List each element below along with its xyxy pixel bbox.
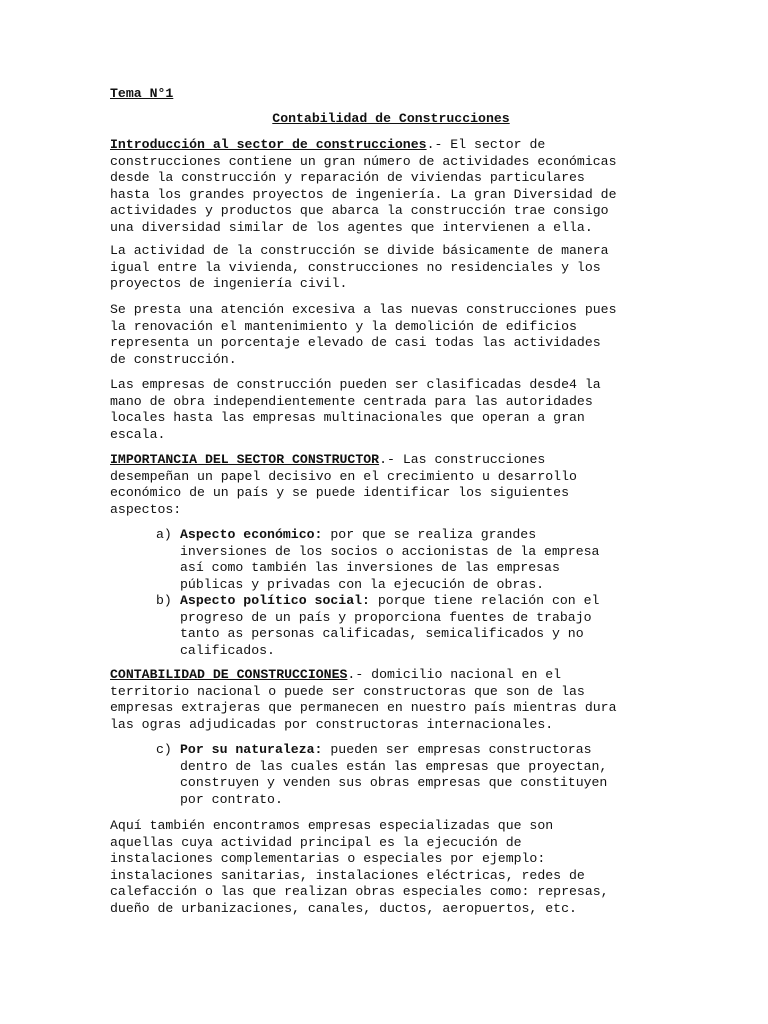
- paragraph-classification: Las empresas de construcción pueden ser clasificadas desde4 la mano de obra independientemente centrada para las autoridades locales hasta las empresas multinacionales que operan a gran escala.: [110, 377, 601, 442]
- nature-text: pueden ser empresas constructoras dentro de las cuales están las empresas que proyectan, construyen y venden sus obras empresas que constituyen por contrato.: [180, 742, 608, 807]
- closing-paragraph: Aquí también encontramos empresas especializadas que son aquellas cuya actividad principal es la ejecución de instalaciones complementarias o especiales por ejemplo: instalaciones sanitarias, instalaciones eléctricas, redes de calefacción o las que realizan obras especiales como: represas, dueño de urbanizaciones, canales, ductos, aeropuertos, etc.: [110, 818, 609, 916]
- accounting-text: .- domicilio nacional en el territorio nacional o puede ser constructoras que son de las empresas extrajeras que permanecen en nuestro país mientras dura las ogras adjudicadas por constructoras internacionales.: [110, 667, 617, 732]
- aspect-text: por que se realiza grandes inversiones de los socios o accionistas de la empresa así como también las inversiones de las empresas públicas y privadas con la ejecución de obras.: [180, 527, 600, 592]
- accounting-heading: CONTABILIDAD DE CONSTRUCCIONES: [110, 667, 348, 682]
- topic-number: Tema N°1: [110, 86, 174, 101]
- nature-term: Por su naturaleza:: [180, 742, 323, 757]
- list-marker: b): [156, 593, 172, 608]
- intro-text: .- El sector de construcciones contiene un gran número de actividades económicas desde la construcción y reparación de viviendas particulares hasta los grandes proyectos de ingeniería. La gran Diversidad de actividades y productos que abarca la construcción trae consigo una diversidad similar de los agentes que intervienen a ella.: [110, 137, 617, 235]
- paragraph-division: La actividad de la construcción se divide básicamente de manera igual entre la vivienda, construcciones no residenciales y los proyectos de ingeniería civil.: [110, 243, 609, 291]
- list-item: [156, 527, 666, 593]
- list-item: [156, 593, 666, 659]
- list-marker: c): [156, 742, 172, 757]
- aspect-term: Aspecto político social:: [180, 593, 370, 608]
- intro-paragraph: [110, 137, 660, 236]
- intro-heading: Introducción al sector de construcciones: [110, 137, 427, 152]
- aspects-list: [156, 527, 666, 659]
- list-marker: a): [156, 527, 172, 542]
- list-item: [156, 742, 666, 808]
- aspect-term: Aspecto económico:: [180, 527, 323, 542]
- importance-heading: IMPORTANCIA DEL SECTOR CONSTRUCTOR: [110, 452, 380, 467]
- aspect-text: porque tiene relación con el progreso de un país y proporciona fuentes de trabajo tanto as personas calificadas, semicalificados y no calificados.: [180, 593, 600, 658]
- document-title: Contabilidad de Construcciones: [272, 111, 510, 126]
- importance-text: .- Las construcciones desempeñan un papel decisivo en el crecimiento u desarrollo económico de un país y se puede identificar los siguientes aspectos:: [110, 452, 577, 517]
- nature-list: [156, 742, 666, 808]
- accounting-paragraph: [110, 667, 660, 733]
- importance-paragraph: [110, 452, 660, 518]
- paragraph-renovation: Se presta una atención excesiva a las nuevas construcciones pues la renovación el mantenimiento y la demolición de edificios representa un porcentaje elevado de casi todas las actividades de construcción.: [110, 302, 617, 367]
